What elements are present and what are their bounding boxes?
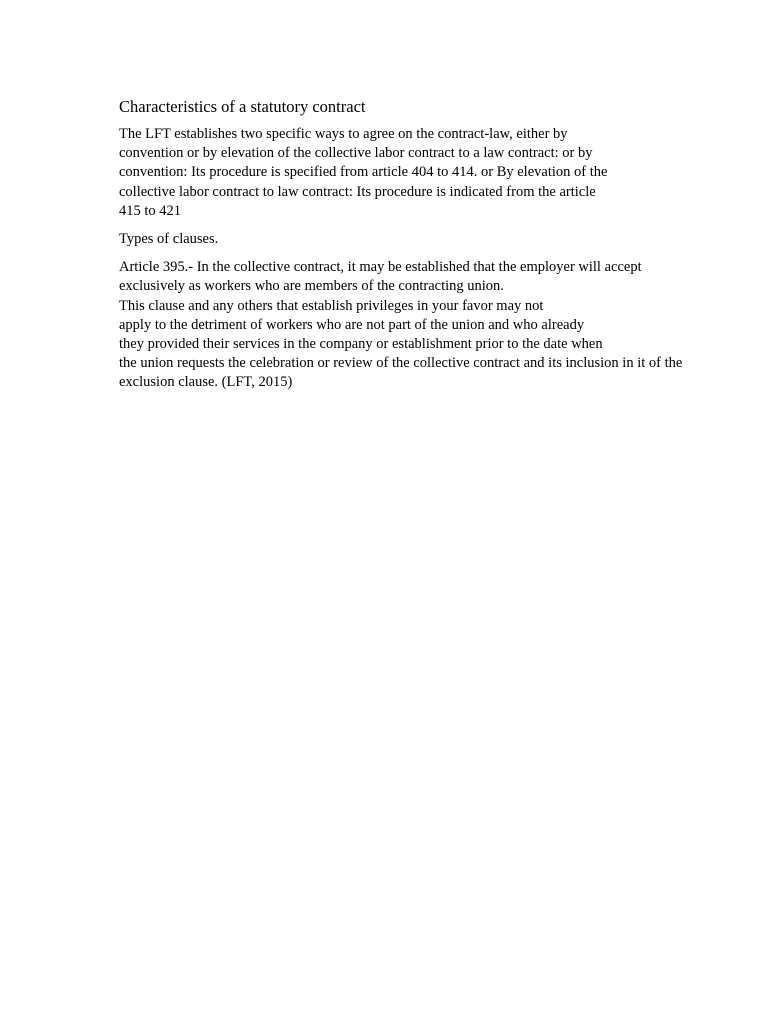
- paragraph-line: they provided their services in the company or establishment prior to the date when: [119, 336, 603, 353]
- document-title: Characteristics of a statutory contract: [119, 97, 366, 116]
- paragraph-line: apply to the detriment of workers who are not part of the union and who already: [119, 316, 585, 333]
- paragraph-contract-law-ways: [119, 125, 719, 221]
- paragraph-line: collective labor contract to law contract: Its procedure is indicated from the article: [119, 183, 596, 200]
- paragraph-line: This clause and any others that establish privileges in your favor may not: [119, 297, 544, 314]
- paragraph-line: Article 395.- In the collective contract, it may be established that the employer will accept: [119, 259, 642, 276]
- paragraph-line: exclusively as workers who are members of the contracting union.: [119, 278, 504, 295]
- paragraph-types-of-clauses: [119, 230, 719, 249]
- paragraph-line: convention: Its procedure is specified from article 404 to 414. or By elevation of the: [119, 164, 608, 181]
- paragraph-line: exclusion clause. (LFT, 2015): [119, 374, 293, 391]
- paragraph-line: convention or by elevation of the collective labor contract to a law contract: or by: [119, 145, 593, 162]
- paragraph-line: 415 to 421: [119, 202, 182, 219]
- paragraph-line: The LFT establishes two specific ways to agree on the contract-law, either by: [119, 126, 568, 142]
- paragraph-article-395: [119, 258, 719, 392]
- paragraph-line: Types of clauses.: [119, 231, 219, 248]
- paragraph-line: the union requests the celebration or review of the collective contract and its inclusion in it of the: [119, 355, 683, 372]
- document-content: [119, 96, 719, 402]
